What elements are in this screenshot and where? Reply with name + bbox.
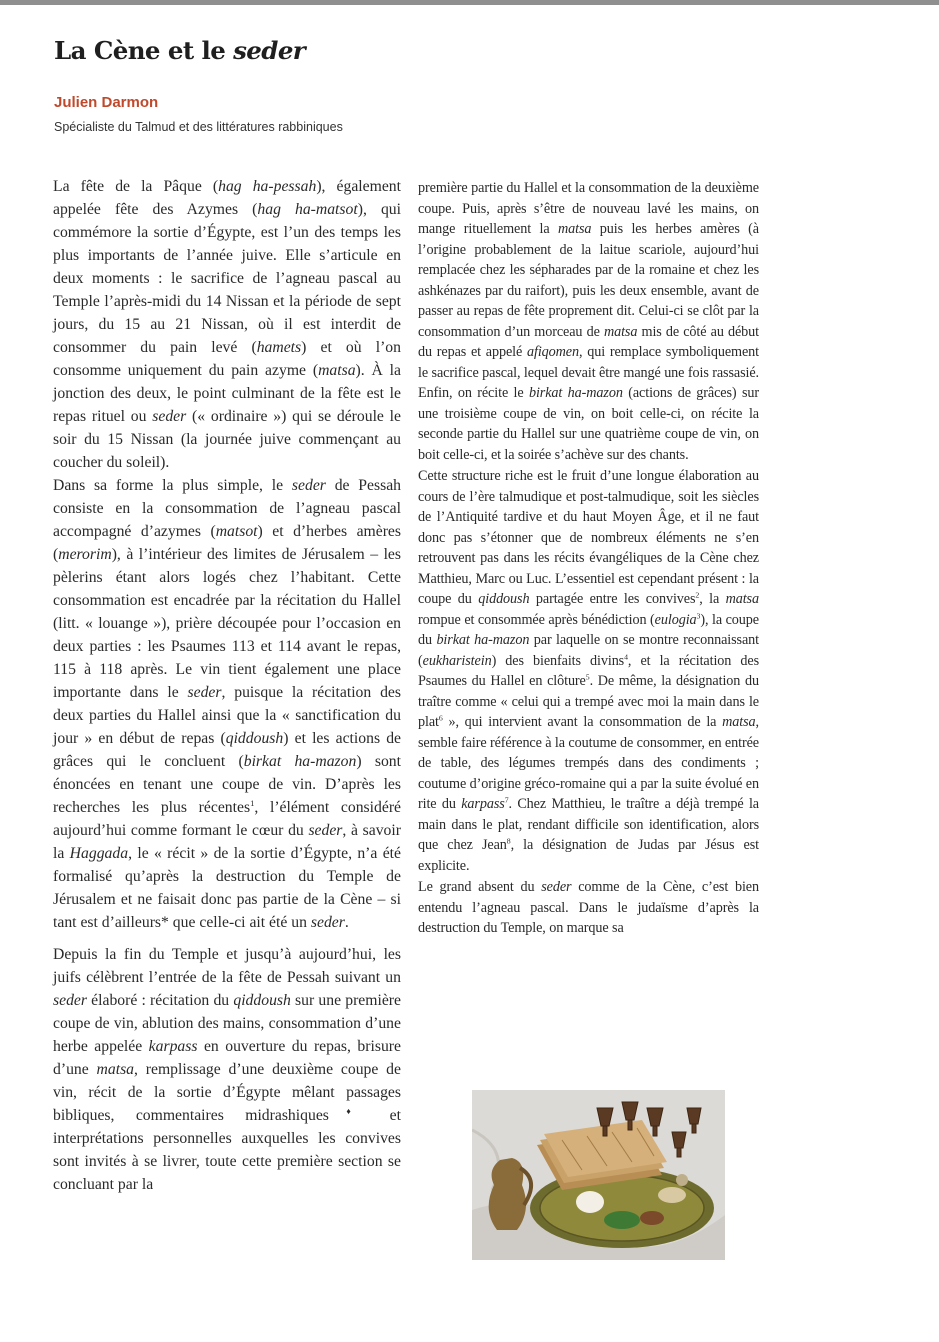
italic-term: karpass xyxy=(148,1038,198,1055)
seder-plate-photo xyxy=(472,1090,725,1260)
italic-term: eukharistein xyxy=(422,652,492,669)
bone-icon xyxy=(676,1174,688,1186)
italic-term: karpass xyxy=(461,796,505,812)
text-run: de Pessah consiste en la consommation de l’agneau pascal accompagné d’azymes ( xyxy=(53,477,401,540)
italic-term: seder xyxy=(308,822,343,839)
footnote-marker: ♦ xyxy=(328,1105,369,1116)
paragraph xyxy=(53,175,401,474)
italic-term: hag ha-matsot xyxy=(257,201,358,218)
text-run: Cette structure riche est le fruit d’une longue élaboration au cours de l’ère talmudique et post-talmudique, soit les siècles de l’Antiquité tardive et du haut Moyen Âge, et il ne faut donc pas s’étonner que de nombreux éléments ne s’en retrouvent pas dans les récits évangéliques de la Cène chez Matthieu, Marc ou Luc. L’essentiel est cependant présent : la coupe du xyxy=(418,468,759,607)
italic-term: afiqomen xyxy=(527,344,580,360)
italic-term: matsa xyxy=(318,362,356,379)
text-run: , qui remplace symboliquement le sacrifice pascal, lequel devait être mangé une fois rassasié. Enfin, on récite le xyxy=(418,344,759,401)
footnote-marker: 3 xyxy=(696,611,701,621)
text-run: ) et d’herbes amères ( xyxy=(53,523,401,563)
paragraph xyxy=(418,466,759,876)
text-run: puis les herbes amères (à l’origine probablement de la laitue scariole, aujourd’hui remplacée chez les sépharades par de la romaine et chez les ashkénazes par du raifort), puis les deux ensemble, avant de passer au repas de fête proprement dit. Celui-ci se clôt par la consommation d’un morceau de xyxy=(418,221,759,340)
italic-term: Haggada xyxy=(69,845,129,862)
text-run: , et la récitation des Psaumes du Hallel en clôture xyxy=(418,652,759,689)
text-run: La fête de la Pâque ( xyxy=(53,178,219,195)
paragraph xyxy=(418,877,759,939)
right-column xyxy=(418,178,759,939)
footnote-marker: 2 xyxy=(695,590,700,600)
italic-term: seder xyxy=(541,879,572,895)
italic-term: merorim xyxy=(58,546,112,563)
herbs-icon xyxy=(604,1211,640,1229)
text-run: , puisque la récitation des deux parties du Hallel ainsi que la « sanctification du jour » en début de repas ( xyxy=(53,684,401,747)
title-text: La Cène et le xyxy=(54,36,234,65)
text-run: en ouverture du repas, brisure d’une xyxy=(53,1038,401,1078)
text-run: élaboré : récitation du xyxy=(86,992,234,1009)
italic-term: matsa xyxy=(557,221,592,237)
italic-term: seder xyxy=(291,477,326,494)
italic-term: seder xyxy=(187,684,222,701)
text-run: sur une première coupe de vin, ablution des mains, consommation d’une herbe appelée xyxy=(53,992,401,1055)
text-run: et interprétations personnelles auxquelles les convives sont invités à se livrer, toute cette première section se concluant par la xyxy=(53,1107,401,1193)
italic-term: hag ha-pessah xyxy=(218,178,317,195)
text-run: , la désignation de Judas par Jésus est explicite. xyxy=(418,837,759,874)
paragraph xyxy=(53,943,401,1196)
italic-term: hamets xyxy=(256,339,302,356)
text-run: par laquelle on se montre reconnaissant ( xyxy=(418,632,759,669)
text-run: mis de côté au début du repas et appelé xyxy=(418,323,759,360)
charoset-icon xyxy=(640,1211,664,1225)
text-run: , l’élément considéré aujourd’hui comme formant le cœur du xyxy=(53,799,402,839)
text-run: Depuis la fin du Temple et jusqu’à aujourd’hui, les juifs célèbrent l’entrée de la fête de Pessah suivant un xyxy=(53,946,401,986)
italic-term: matsa xyxy=(603,323,638,340)
text-run: comme de la Cène, c’est bien entendu l’agneau pascal. Dans le judaïsme d’après la destruction du Temple, on marque sa xyxy=(418,879,759,936)
footnote-marker: 8 xyxy=(506,836,511,846)
text-run: (actions de grâces) sur une troisième coupe de vin, on boit celle-ci, on récite la seconde partie du Hallel sur une quatrième coupe de vin, on boit celle-ci, et la soirée s’achève sur des chants. xyxy=(418,385,759,463)
italic-term: seder xyxy=(152,408,187,425)
text-run: , semble faire référence à la coutume de consommer, en entrée de table, des légumes trempés dans des condiments ; coutume d’origine gréco-romaine qui a par la suite évolué en rite du xyxy=(418,714,759,812)
italic-term: seder xyxy=(53,992,87,1009)
text-run: Le grand absent du xyxy=(418,879,542,895)
text-run: , la xyxy=(699,591,726,607)
italic-term: matsa xyxy=(96,1061,135,1078)
text-run: ), qui commémore la sortie d’Égypte, est l’un des temps les plus importants de l’année juive. Elle s’articule en deux moments : le sacrifice de l’agneau pascal au Temple l’après-midi du 14 Nissan et la période de sept jours, du 15 au 21 Nissan, où il est interdit de consommer du pain levé ( xyxy=(53,201,401,356)
italic-term: birkat ha-mazon xyxy=(436,632,530,648)
top-rule xyxy=(0,0,939,5)
text-run: rompue et consommée après bénédiction ( xyxy=(418,611,655,628)
text-run: ). À la jonction des deux, le point culminant de la fête est le repas rituel ou xyxy=(53,362,402,425)
author-affiliation: Spécialiste du Talmud et des littératures rabbiniques xyxy=(54,120,343,134)
italic-term: seder xyxy=(310,914,345,931)
italic-term: birkat ha-mazon xyxy=(528,385,623,401)
text-run: ) et les actions de grâces qui le concluent ( xyxy=(53,730,402,770)
text-run: ), également appelée fête des Azymes ( xyxy=(53,178,401,218)
paragraph xyxy=(418,178,759,465)
italic-term: matsot xyxy=(215,523,258,540)
title-italic: seder xyxy=(233,36,306,65)
bitter-herb-icon xyxy=(658,1187,686,1203)
text-run: ) et où l’on consomme uniquement du pain azyme ( xyxy=(53,339,401,379)
paragraph xyxy=(53,474,401,934)
italic-term: qiddoush xyxy=(233,992,291,1009)
text-run: , le « récit » de la sortie d’Égypte, n’a été formalisé qu’après la destruction du Temple de Jérusalem et ne faisait donc pas partie de la Cène – si tant est d’ailleurs* que celle-ci ait été un xyxy=(53,845,401,931)
text-run: . xyxy=(344,914,349,931)
egg-icon xyxy=(576,1191,604,1213)
text-run: ) des bienfaits divins xyxy=(491,652,625,669)
italic-term: qiddoush xyxy=(478,591,530,607)
text-run: . De même, la désignation du traître comme « celui qui a trempé avec moi la main dans le plat xyxy=(418,673,759,730)
italic-term: matsa xyxy=(725,591,759,607)
italic-term: matsa xyxy=(722,714,756,730)
text-run: ), la coupe du xyxy=(418,611,759,648)
text-run: , remplissage d’une deuxième coupe de vin, récit de la sortie d’Égypte mêlant passages bibliques, commentaires midrashiques xyxy=(53,1061,401,1124)
left-column xyxy=(53,175,401,1196)
author-name: Julien Darmon xyxy=(54,94,159,111)
footnote-marker: 1 xyxy=(250,797,255,808)
footnote-marker: 4 xyxy=(624,652,628,662)
text-run: », qui intervient avant la consommation de la xyxy=(442,714,723,730)
italic-term: eulogia xyxy=(654,611,697,628)
text-run: , à savoir la xyxy=(53,822,401,862)
footnote-marker: 5 xyxy=(585,672,590,682)
italic-term: qiddoush xyxy=(225,730,284,747)
article-title xyxy=(54,36,305,65)
text-run: . Chez Matthieu, le traître a déjà trempé la main dans le plat, rendant difficile son identification, alors que chez Jean xyxy=(418,796,759,853)
footnote-marker: 6 xyxy=(438,713,443,723)
italic-term: birkat ha-mazon xyxy=(243,753,357,770)
text-run: ) sont énoncées en tenant une coupe de vin. D’après les recherches les plus récentes xyxy=(53,753,401,816)
text-run: ), à l’intérieur des limites de Jérusalem – les pèlerins étant alors logés chez l’habitant. Cette consommation est encadrée par la récitation du Hallel (litt. « louange »), prière découpée pour l’occasion en deux parties : les Psaumes 113 et 114 avant le repas, 115 à 118 après. Le vin tient également une place importante dans le xyxy=(53,546,401,701)
text-run: partagée entre les convives xyxy=(529,591,696,607)
text-run: première partie du Hallel et la consommation de la deuxième coupe. Puis, après s’être de nouveau lavé les mains, on mange rituellement la xyxy=(418,180,759,237)
footnote-marker: 7 xyxy=(504,795,509,805)
text-run: (« ordinaire ») qui se déroule le soir du 15 Nissan (la journée juive commençant au coucher du soleil). xyxy=(53,408,401,471)
text-run: Dans sa forme la plus simple, le xyxy=(53,477,292,494)
